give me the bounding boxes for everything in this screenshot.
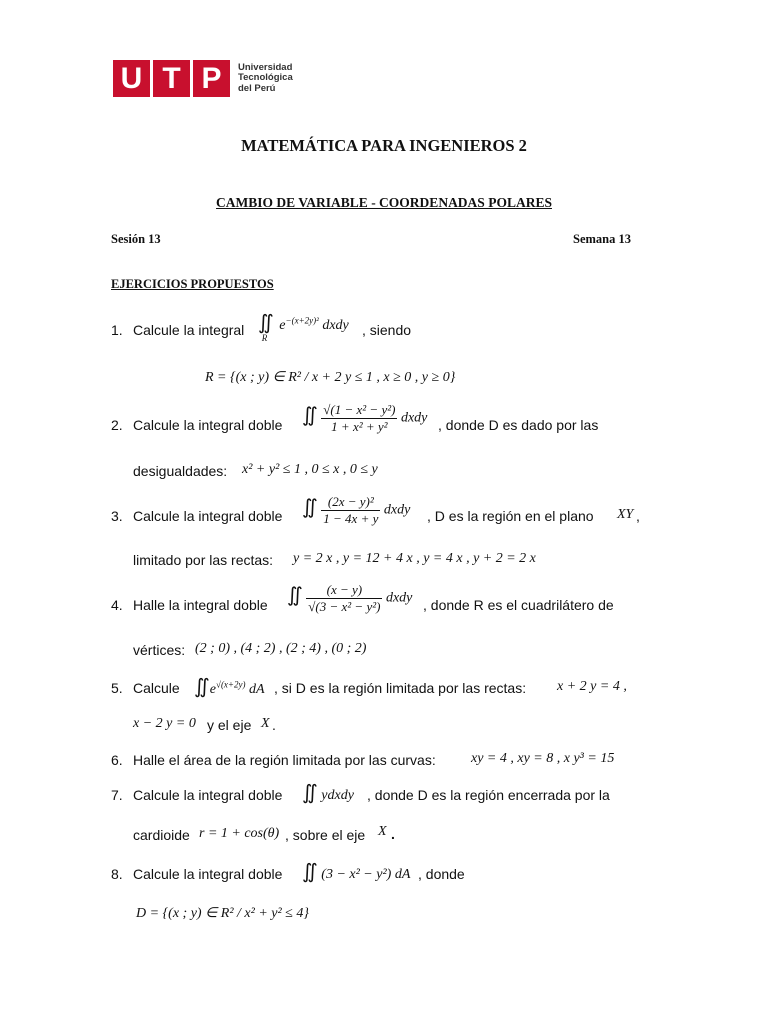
exercise-7-curve: r = 1 + cos(θ) [199, 826, 280, 841]
exercise-3-text: Calcule la integral doble [133, 508, 283, 524]
exercise-4-vertices: (2 ; 0) , (4 ; 2) , (2 ; 4) , (0 ; 2) [195, 641, 367, 656]
utp-logo [113, 60, 293, 97]
exercise-8-integral: ∬ (3 − x² − y²) dA [302, 861, 411, 883]
exercise-7-text: Calcule la integral doble [133, 787, 283, 803]
logo-letter-p: P [193, 60, 230, 97]
logo-line-3: del Perú [238, 82, 276, 94]
exercise-3-text-2: limitado por las rectas: [133, 552, 274, 568]
exercise-1-integral: $∬_Re^{-(x+2y)^2}$ dxdy [258, 312, 349, 343]
exercise-7-axis: X [378, 824, 387, 839]
exercise-2-number: 2. [111, 417, 123, 433]
exercise-2-integral: ∬ $\frac{\text{√(1 − x² − y²)}}{\text{1 + x² + y²}}$ dxdy [302, 402, 428, 434]
exercise-6-number: 6. [111, 752, 123, 768]
exercise-5-number: 5. [111, 680, 123, 696]
exercise-5-text: Calcule [133, 680, 180, 696]
exercise-5-line-1: x + 2 y = 4 , [557, 679, 627, 694]
exercise-7-text-3: , sobre el eje [285, 827, 366, 843]
exercise-2-suffix: , donde D es dado por las [438, 417, 599, 433]
exercise-7-number: 7. [111, 787, 123, 803]
exercise-3-comma: , [636, 508, 640, 524]
exercise-5-line-2: x − 2 y = 0 [133, 716, 196, 731]
exercise-4-suffix: , donde R es el cuadrilátero de [423, 597, 614, 613]
week-label: Semana 13 [573, 232, 631, 246]
exercise-8-suffix: , donde [418, 866, 465, 882]
exercise-4-number: 4. [111, 597, 123, 613]
exercise-3-plane: XY [617, 507, 634, 522]
logo-letter-u: U [113, 60, 150, 97]
exercise-4-text: Halle la integral doble [133, 597, 268, 613]
exercise-2-conditions: x² + y² ≤ 1 , 0 ≤ x , 0 ≤ y [242, 462, 378, 477]
exercise-7-text-2: cardioide [133, 827, 190, 843]
exercise-5-axis: X [261, 716, 270, 731]
exercise-3-lines: y = 2 x , y = 12 + 4 x , y = 4 x , y + 2 = 2 x [293, 551, 536, 566]
exercise-7-suffix: , donde D es la región encerrada por la [367, 787, 610, 803]
exercise-6-text: Halle el área de la región limitada por las curvas: [133, 752, 436, 768]
exercise-1-number: 1. [111, 322, 123, 338]
logo-wordmark [238, 63, 293, 95]
logo-line-1: Universidad [238, 61, 293, 73]
exercise-5-integral: $∬e^{√(x+2y)}$ dA [194, 676, 265, 698]
exercise-1-region: R = {(x ; y) ∈ R² / x + 2 y ≤ 1 , x ≥ 0 , y ≥ 0} [205, 370, 456, 385]
section-heading: EJERCICIOS PROPUESTOS [111, 277, 274, 291]
exercise-2-text: Calcule la integral doble [133, 417, 283, 433]
exercise-1-text: Calcule la integral [133, 322, 245, 338]
exercise-8-number: 8. [111, 866, 123, 882]
document-subtitle: CAMBIO DE VARIABLE - COORDENADAS POLARES [216, 195, 552, 210]
exercise-5-text-2: y el eje [207, 717, 252, 733]
logo-line-2: Tecnológica [238, 72, 293, 84]
exercise-8-region: D = {(x ; y) ∈ R² / x² + y² ≤ 4} [136, 906, 309, 921]
exercise-5-suffix: , si D es la región limitada por las rectas: [274, 680, 527, 696]
exercise-4-integral: ∬ $\frac{(x - y)}{\text{√(3 − x² − y²)}}$ dxdy [287, 582, 413, 614]
exercise-4-text-2: vértices: [133, 642, 186, 658]
exercise-7-period: . [391, 826, 395, 842]
logo-letter-t: T [153, 60, 190, 97]
exercise-8-integrand: (3 − x² − y²) dA [321, 867, 411, 882]
session-label: Sesión 13 [111, 232, 161, 246]
exercise-3-number: 3. [111, 508, 123, 524]
exercise-7-integrand: ydxdy [321, 788, 354, 803]
exercise-1-suffix: , siendo [362, 322, 412, 338]
document-title: MATEMÁTICA PARA INGENIEROS 2 [241, 136, 527, 155]
exercise-6-curves: xy = 4 , xy = 8 , x y³ = 15 [471, 751, 615, 766]
exercise-5-period: . [272, 717, 276, 733]
exercise-3-integral: ∬ $\frac{\text{(2x − y)²}}{1 - 4x + y}$ dxdy [302, 494, 411, 526]
exercise-3-suffix: , D es la región en el plano [427, 508, 594, 524]
exercise-8-text: Calcule la integral doble [133, 866, 283, 882]
exercise-2-text-2: desigualdades: [133, 463, 228, 479]
exercise-7-integral: ∬ ydxdy [302, 782, 354, 804]
